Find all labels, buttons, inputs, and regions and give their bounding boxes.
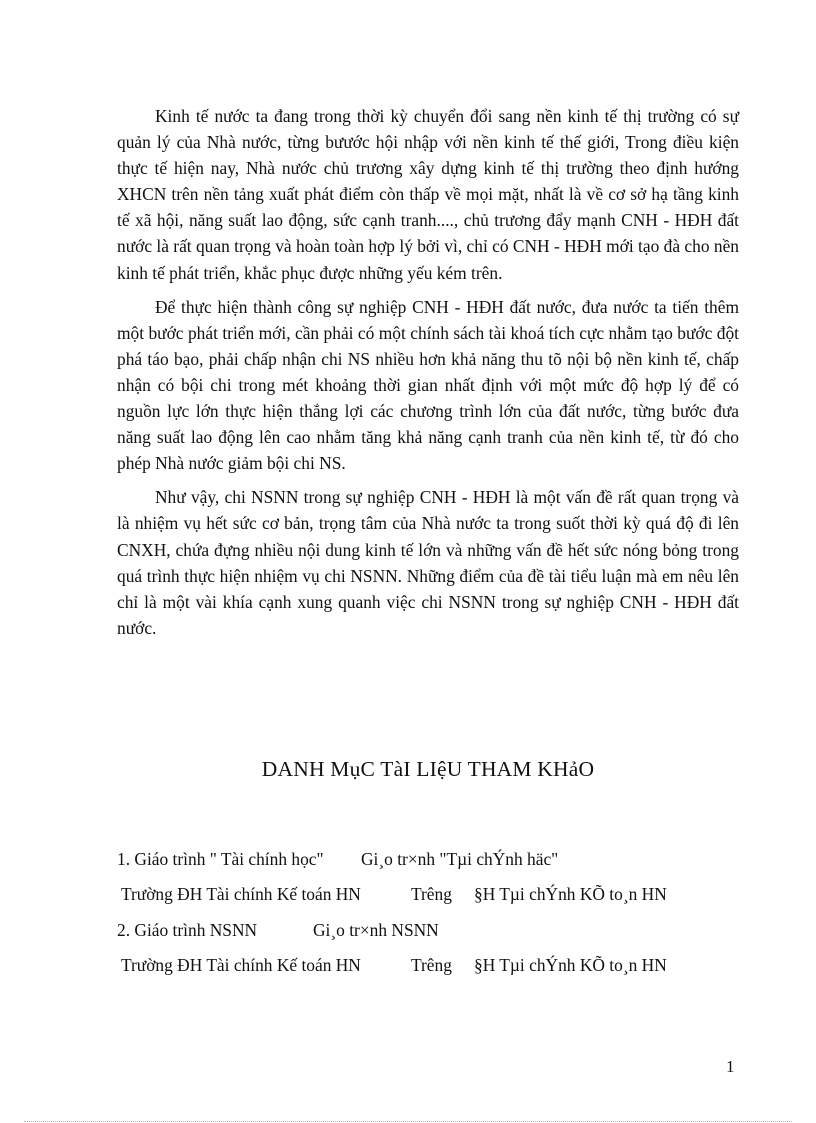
- reference-publisher-garbled: §H Tµi chÝnh KÕ to¸n HN: [474, 954, 667, 975]
- paragraph-intro: Kinh tế nước ta đang trong thời kỳ chuyển đổi sang nền kinh tế thị trường có sự quản lý của Nhà nước, từng bưước hội nhập với nền kinh tế thế giới, Trong điều kiện thực tế hiện nay, Nhà nước chủ trương xây dựng kinh tế thị trường theo định hướng XHCN trên nền tảng xuất phát điểm còn thấp về mọi mặt, nhất là về cơ sở hạ tầng kinh tế xã hội, năng suất lao động, sức cạnh tranh...., chủ trương đẩy mạnh CNH - HĐH đất nước là rất quan trọng và hoàn toàn hợp lý bởi vì, chỉ có CNH - HĐH mới tạo đà cho nền kinh tế phát triển, khắc phục được những yếu kém trên.: [117, 106, 739, 283]
- page-bottom-divider: [24, 1121, 792, 1122]
- reference-title-garbled: Gi¸o tr×nh NSNN: [313, 919, 439, 940]
- reference-publisher-2: [117, 952, 757, 987]
- reference-publisher: Trường ĐH Tài chính Kế toán HN: [121, 954, 361, 975]
- body-text: [117, 103, 739, 649]
- reference-title: 2. Giáo trình NSNN: [117, 919, 258, 940]
- references-heading: DANH MụC TàI LIệU THAM KHảO: [261, 757, 595, 781]
- page-number: 1: [726, 1057, 735, 1076]
- reference-publisher: Trường ĐH Tài chính Kế toán HN: [121, 884, 361, 905]
- reference-publisher-1: [117, 881, 757, 916]
- reference-publisher-prefix-garbled: Trêng: [411, 884, 452, 905]
- reference-title-garbled: Gi¸o tr×nh "Tµi chÝnh häc": [361, 849, 559, 869]
- reference-publisher-prefix-garbled: Trêng: [411, 954, 452, 975]
- reference-publisher-garbled: §H Tµi chÝnh KÕ to¸n HN: [474, 884, 667, 905]
- paragraph-conclusion: Như vậy, chi NSNN trong sự nghiệp CNH - HĐH là một vấn đề rất quan trọng và là nhiệm vụ hết sức cơ bản, trọng tâm của Nhà nước ta trong suốt thời kỳ quá độ đi lên CNXH, chứa đựng nhiều nội dung kinh tế lớn và những vấn đề hết sức nóng bỏng trong quá trình thực hiện nhiệm vụ chi NSNN. Những điểm của đề tài tiểu luận mà em nêu lên chỉ là một vài khía cạnh xung quanh việc chi NSNN trong sự nghiệp CNH - HĐH đất nước.: [117, 487, 739, 638]
- reference-item-2: [117, 917, 757, 952]
- paragraph-fiscal-policy: Để thực hiện thành công sự nghiệp CNH - HĐH đất nước, đưa nước ta tiến thêm một bước phát triển mới, cần phải có một chính sách tài khoá tích cực nhằm tạo bước đột phá táo bạo, phải chấp nhận chi NS nhiều hơn khả năng thu tõ nội bộ nền kinh tế, chấp nhận có bội chi trong mét khoảng thời gian nhất định với một mức độ hợp lý để có nguồn lực lớn thực hiện thắng lợi các chương trình lớn của đất nước, từng bước đưa năng suất lao động lên cao nhằm tăng khả năng cạnh tranh của nền kinh tế, từ đó cho phép Nhà nước giảm bội chi NS.: [117, 296, 739, 474]
- reference-title: 1. Giáo trình " Tài chính học": [117, 849, 324, 869]
- reference-item-1: [117, 846, 757, 881]
- reference-list: [117, 846, 757, 987]
